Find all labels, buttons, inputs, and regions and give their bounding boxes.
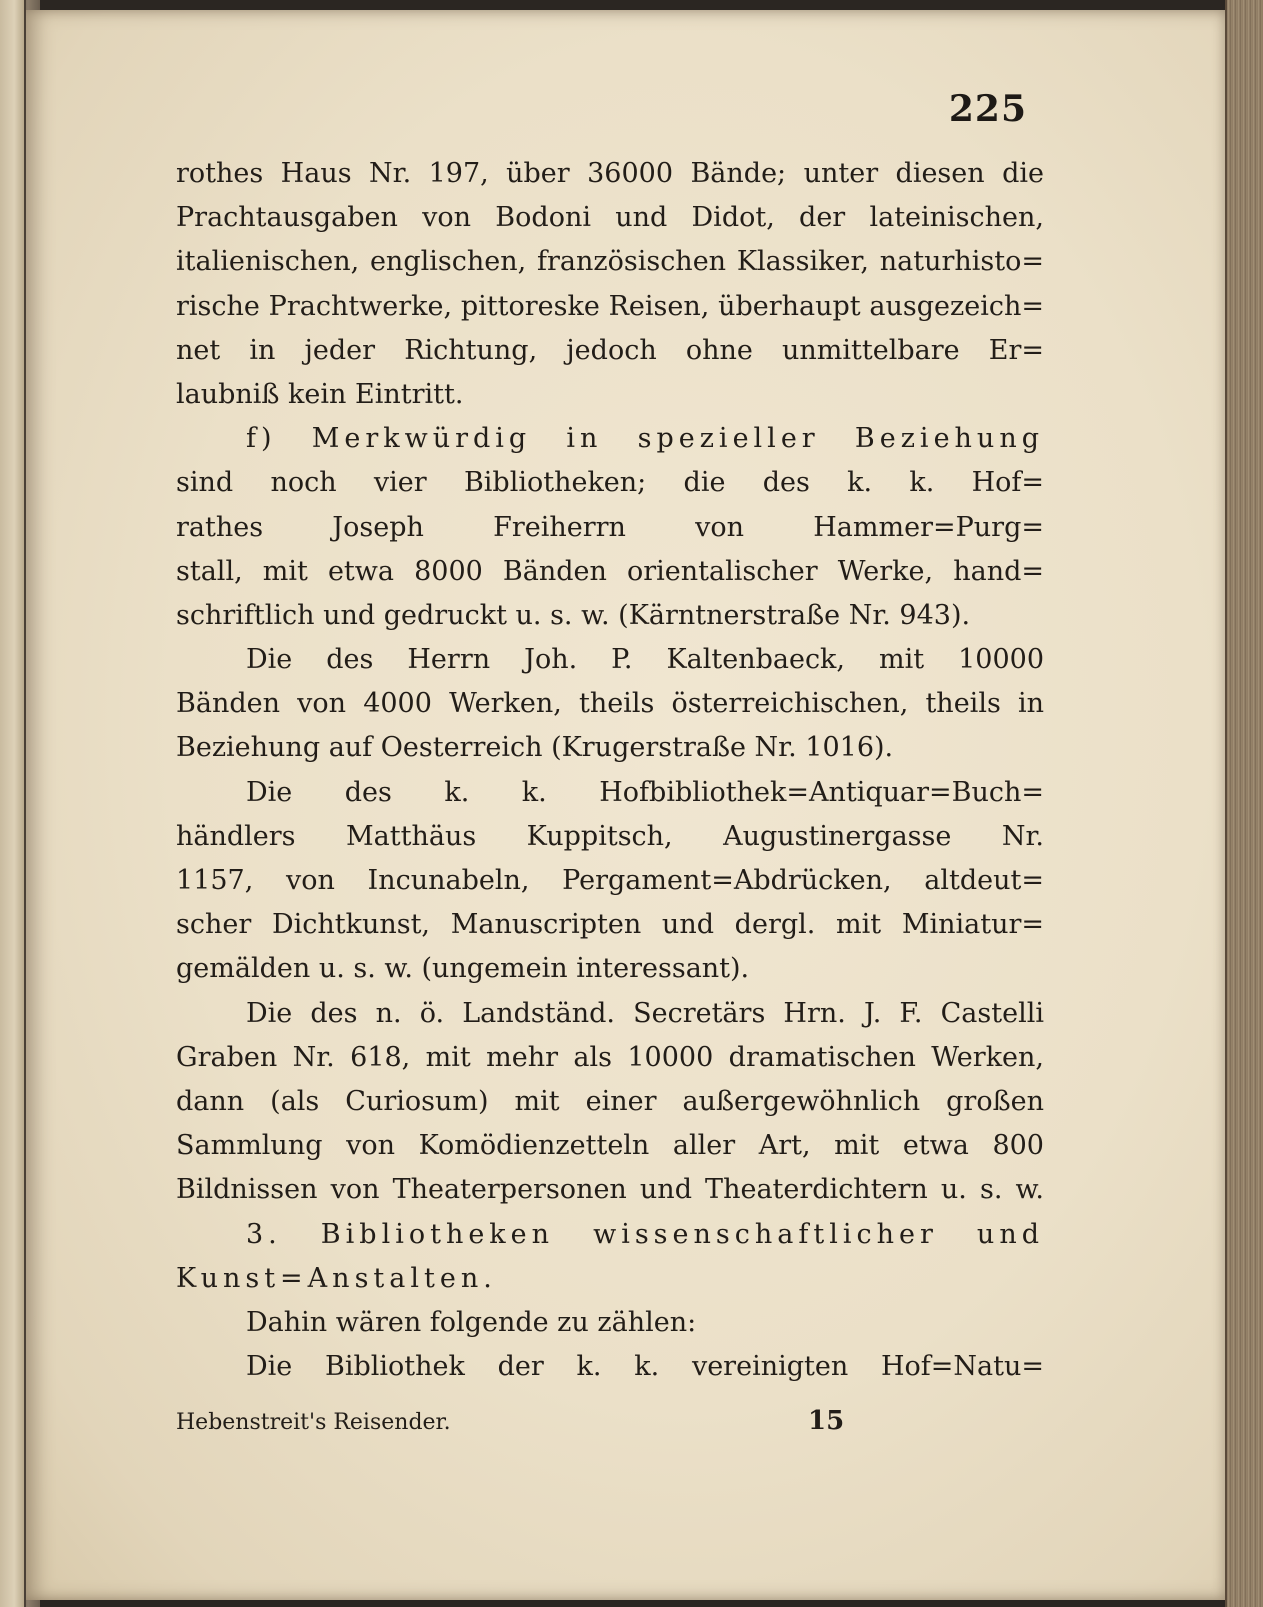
text-line: rothes Haus Nr. 197, über 36000 Bände; unter diesen die xyxy=(176,158,1044,189)
section-heading-line: Kunst=Anstalten. xyxy=(176,1262,497,1294)
text-line: dann (als Curiosum) mit einer außergewöhnlich großen xyxy=(176,1085,1044,1117)
text-line: gemälden u. s. w. (ungemein interessant). xyxy=(176,953,750,985)
text-line: italienischen, englischen, französischen Klassiker, naturhisto= xyxy=(176,246,1044,278)
section-heading-line: 3. Bibliotheken wissenschaftlicher und xyxy=(246,1218,1044,1250)
text-line: scher Dichtkunst, Manuscripten und dergl. mit Miniatur= xyxy=(176,909,1044,941)
text-line: Sammlung von Komödienzetteln aller Art, mit etwa 800 xyxy=(176,1130,1044,1162)
text-line: schriftlich und gedruckt u. s. w. (Kärntnerstraße Nr. 943). xyxy=(176,599,971,631)
text-line: laubniß kein Eintritt. xyxy=(176,378,464,410)
previous-page-edge xyxy=(0,0,26,1607)
text-line: händlers Matthäus Kuppitsch, Augustinergasse Nr. xyxy=(176,820,1044,852)
page-stack-edge xyxy=(1225,0,1263,1607)
body-text xyxy=(176,152,1044,1389)
text-line: Beziehung auf Oesterreich (Krugerstraße Nr. 1016). xyxy=(176,732,894,764)
page-footer xyxy=(176,1406,1044,1450)
text-line: Die des n. ö. Landständ. Secretärs Hrn. J. F. Castelli xyxy=(246,997,1044,1029)
text-line: Graben Nr. 618, mit mehr als 10000 dramatischen Werken, xyxy=(176,1041,1044,1073)
text-line: Die des Herrn Joh. P. Kaltenbaeck, mit 10000 xyxy=(246,644,1044,676)
text-line: net in jeder Richtung, jedoch ohne unmittelbare Er= xyxy=(176,334,1044,366)
text-line: stall, mit etwa 8000 Bänden orientalischer Werke, hand= xyxy=(176,555,1044,587)
page-number: 225 xyxy=(948,88,1027,130)
signature-title: Hebenstreit's Reisender. xyxy=(176,1410,451,1435)
text-line: Prachtausgaben von Bodoni und Didot, der lateinischen, xyxy=(176,202,1044,234)
text-line: Bildnissen von Theaterpersonen und Theaterdichtern u. s. w. xyxy=(176,1174,1044,1206)
text-line: rathes Joseph Freiherrn von Hammer=Purg= xyxy=(176,511,1044,543)
text-line: 1157, von Incunabeln, Pergament=Abdrücken, altdeut= xyxy=(176,865,1044,896)
text-line: Bänden von 4000 Werken, theils österreichischen, theils in xyxy=(176,688,1044,720)
signature-mark: 15 xyxy=(808,1406,845,1436)
text-line: rische Prachtwerke, pittoreske Reisen, überhaupt ausgezeich= xyxy=(176,290,1044,322)
text-line: Dahin wären folgende zu zählen: xyxy=(246,1306,697,1338)
section-heading-line: f) Merkwürdig in spezieller Beziehung xyxy=(246,423,1044,455)
text-line: Die des k. k. Hofbibliothek=Antiquar=Buch= xyxy=(246,776,1044,808)
text-line: Die Bibliothek der k. k. vereinigten Hof=Natu= xyxy=(246,1351,1044,1383)
text-line: sind noch vier Bibliotheken; die des k. k. Hof= xyxy=(176,467,1044,499)
